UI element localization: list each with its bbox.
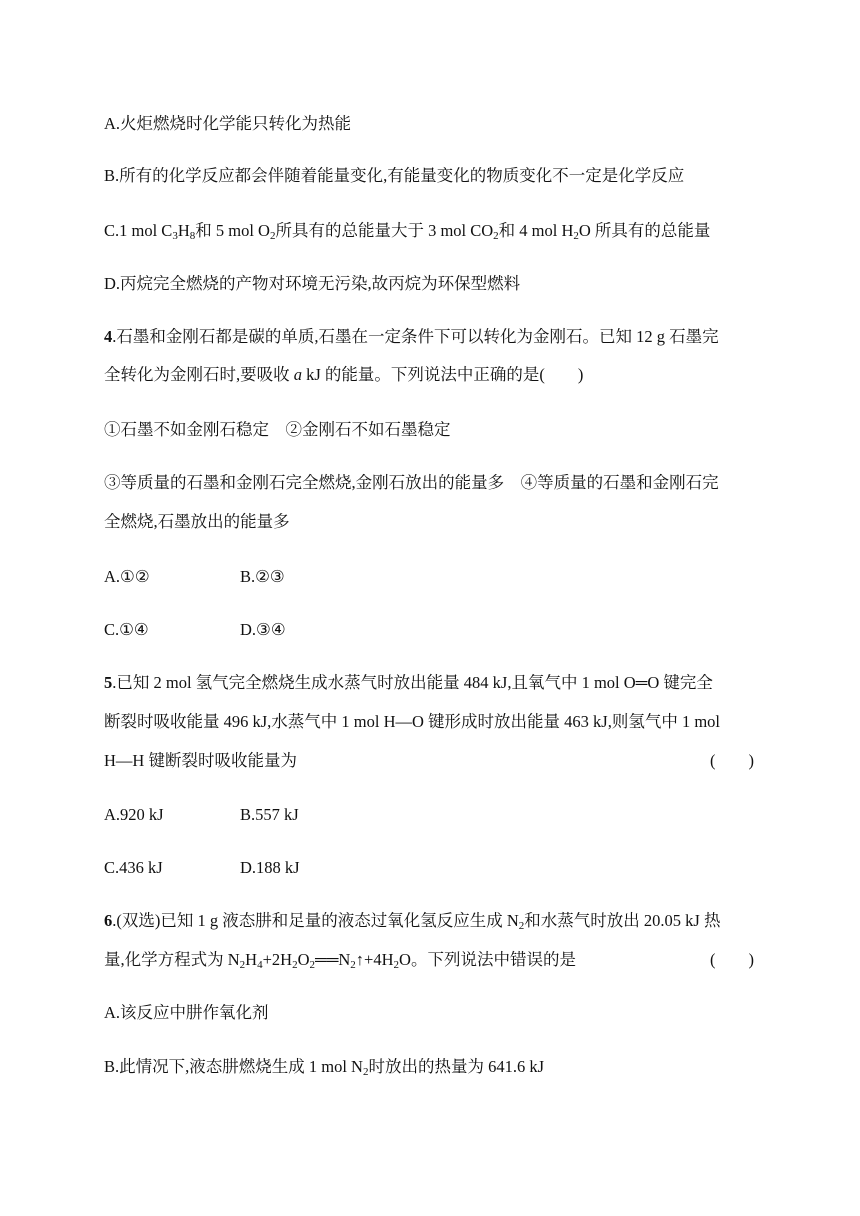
question-4-option-b: B.②③: [240, 567, 285, 586]
question-4-statements-1: ①石墨不如金刚石稳定 ②金刚石不如石墨稳定: [104, 420, 451, 439]
question-5-answer-paren: ( ): [710, 751, 754, 770]
option-a-text: A.火炬燃烧时化学能只转化为热能: [104, 114, 352, 133]
question-6-answer-paren: ( ): [710, 950, 754, 969]
question-4-number: 4: [104, 327, 113, 346]
question-4-statements-3: 全燃烧,石墨放出的能量多: [104, 512, 290, 531]
question-5-stem-line-1: 5.已知 2 mol 氢气完全燃烧生成水蒸气时放出能量 484 kJ,且氧气中 1 mol O═O 键完全: [104, 673, 713, 692]
question-6-stem-line-1: 6.(双选)已知 1 g 液态肼和足量的液态过氧化氢反应生成 $N_2$和水蒸气时放出 20.05 kJ 热: [104, 911, 721, 932]
question-5-stem-line-2: 断裂时吸收能量 496 kJ,水蒸气中 1 mol H—O 键形成时放出能量 463 kJ,则氢气中 1 mol: [104, 712, 721, 731]
question-4-stem-line-2: 全转化为金刚石时,要吸收 a kJ 的能量。下列说法中正确的是( ): [104, 365, 584, 384]
question-5-option-b: B.557 kJ: [240, 805, 299, 824]
option-b-text: B.所有的化学反应都会伴随着能量变化,有能量变化的物质变化不一定是化学反应: [104, 166, 685, 185]
option-d-text: D.丙烷完全燃烧的产物对环境无污染,故丙烷为环保型燃料: [104, 274, 521, 293]
question-4-stem-line-1: 4.石墨和金刚石都是碳的单质,石墨在一定条件下可以转化为金刚石。已知 12 g 石墨完: [104, 327, 719, 346]
question-4-option-c: C.①④: [104, 620, 149, 639]
question-6-number: 6: [104, 911, 113, 930]
question-6-option-a: A.该反应中肼作氧化剂: [104, 1003, 269, 1022]
question-5-option-d: D.188 kJ: [240, 858, 300, 877]
question-5-option-c: C.436 kJ: [104, 858, 163, 877]
question-4-option-a: A.①②: [104, 567, 150, 586]
question-6-option-b: B.此情况下,液态肼燃烧生成 1 mol $N_2$时放出的热量为 641.6 kJ: [104, 1057, 545, 1078]
question-4-statements-2: ③等质量的石墨和金刚石完全燃烧,金刚石放出的能量多 ④等质量的石墨和金刚石完: [104, 473, 719, 492]
question-5-stem-line-3: H—H 键断裂时吸收能量为: [104, 751, 297, 770]
question-5-number: 5: [104, 673, 113, 692]
question-6-stem-line-2: 量,化学方程式为 $N_2H_4+2H_2O_2══N_2↑+4H_2O$。下列说法中错误的是: [104, 950, 576, 971]
question-5-option-a: A.920 kJ: [104, 805, 164, 824]
question-4-option-d: D.③④: [240, 620, 286, 639]
option-c-text: C.1 mol $C_3H_8$和 5 mol $O_2$所具有的总能量大于 3 mol $CO_2$和 4 mol $H_2O$ 所具有的总能量: [104, 221, 711, 242]
